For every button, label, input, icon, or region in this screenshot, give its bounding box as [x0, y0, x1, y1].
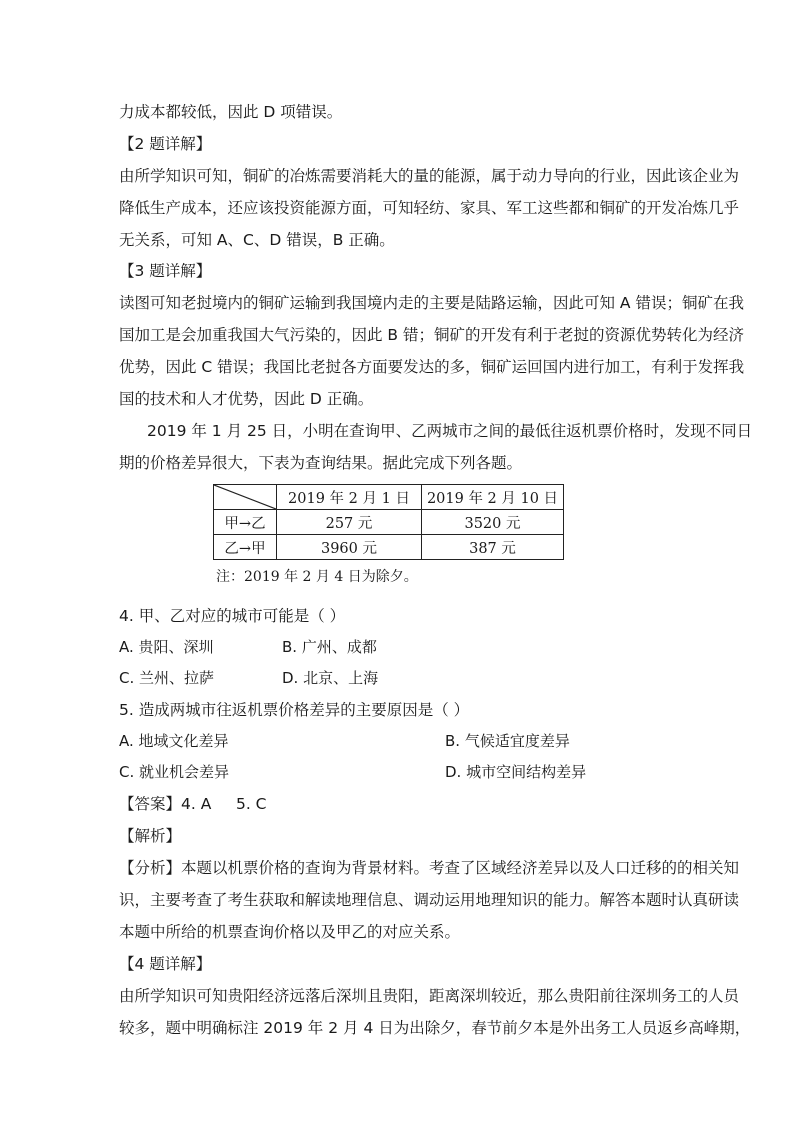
price-cell: 387 元 [422, 535, 564, 560]
paragraph-line: 优势，因此 C 错误；我国比老挝各方面要发达的多，铜矿运回国内进行加工，有利于发挥我 [119, 358, 745, 376]
analysis-line: 识，主要考查了考生获取和解读地理信息、调动运用地理知识的能力。解答本题时认真研读 [119, 891, 740, 909]
price-cell: 257 元 [277, 510, 422, 535]
intro-paragraph: 2019 年 1 月 25 日，小明在查询甲、乙两城市之间的最低往返机票价格时，发现不同日 [147, 422, 753, 440]
column-header: 2019 年 2 月 10 日 [422, 485, 564, 510]
q4-option-a: A. 贵阳、深圳 [119, 638, 214, 656]
question-4-stem: 4. 甲、乙对应的城市可能是（ ） [119, 607, 346, 625]
paragraph-line: 降低生产成本，还应该投资能源方面，可知轻纺、家具、军工这些都和铜矿的开发冶炼几乎 [119, 199, 740, 217]
q5-option-b: B. 气候适宜度差异 [445, 732, 570, 750]
table-header-row [214, 485, 564, 510]
price-cell: 3520 元 [422, 510, 564, 535]
paragraph-line: 力成本都较低，因此 D 项错误。 [119, 103, 343, 121]
section-heading-q2: 【2 题详解】 [119, 135, 212, 153]
answer-line: 【答案】4. A 5. C [119, 795, 267, 813]
analysis-heading: 【解析】 [119, 827, 182, 845]
intro-paragraph: 期的价格差异很大，下表为查询结果。据此完成下列各题。 [119, 454, 523, 472]
q4-option-b: B. 广州、成都 [282, 638, 377, 656]
paragraph-line: 读图可知老挝境内的铜矿运输到我国境内走的主要是陆路运输，因此可知 A 错误；铜矿在我 [119, 294, 744, 312]
paragraph-line: 由所学知识可知，铜矿的冶炼需要消耗大的量的能源，属于动力导向的行业，因此该企业为 [119, 167, 740, 185]
diagonal-line-icon [214, 485, 276, 509]
airfare-table [213, 484, 564, 560]
paragraph-line: 国的技术和人才优势，因此 D 正确。 [119, 390, 374, 408]
analysis-line: 本题中所给的机票查询价格以及甲乙的对应关系。 [119, 923, 461, 941]
table-row [214, 535, 564, 560]
paragraph-line: 国加工是会加重我国大气污染的，因此 B 错；铜矿的开发有利于老挝的资源优势转化为经济 [119, 326, 744, 344]
table-note: 注：2019 年 2 月 4 日为除夕。 [216, 569, 418, 585]
q5-option-c: C. 就业机会差异 [119, 763, 230, 781]
analysis-line: 【分析】本题以机票价格的查询为背景材料。考查了区域经济差异以及人口迁移的的相关知 [119, 859, 740, 877]
q5-option-a: A. 地域文化差异 [119, 732, 229, 750]
route-cell: 乙→甲 [214, 535, 277, 560]
table-row [214, 510, 564, 535]
price-cell: 3960 元 [277, 535, 422, 560]
route-cell: 甲→乙 [214, 510, 277, 535]
diagonal-header-cell [214, 485, 277, 510]
section-heading-q4: 【4 题详解】 [119, 955, 212, 973]
paragraph-line: 由所学知识可知贵阳经济远落后深圳且贵阳，距离深圳较近，那么贵阳前往深圳务工的人员 [119, 987, 740, 1005]
q4-option-c: C. 兰州、拉萨 [119, 669, 215, 687]
column-header: 2019 年 2 月 1 日 [277, 485, 422, 510]
question-5-stem: 5. 造成两城市往返机票价格差异的主要原因是（ ） [119, 701, 470, 719]
q5-option-d: D. 城市空间结构差异 [445, 763, 587, 781]
paragraph-line: 无关系，可知 A、C、D 错误，B 正确。 [119, 231, 395, 249]
paragraph-line: 较多，题中明确标注 2019 年 2 月 4 日为出除夕，春节前夕本是外出务工人员返乡高峰期， [119, 1019, 751, 1037]
q4-option-d: D. 北京、上海 [282, 669, 379, 687]
section-heading-q3: 【3 题详解】 [119, 262, 212, 280]
